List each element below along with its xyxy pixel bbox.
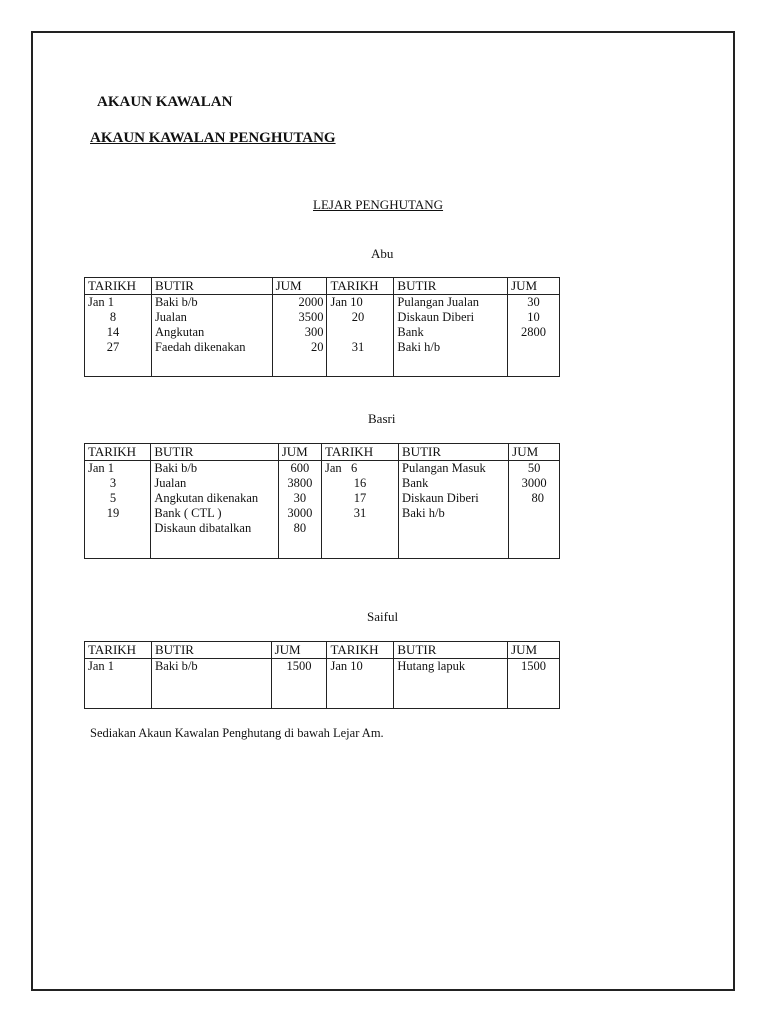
amount-text: 30 xyxy=(527,295,540,309)
table-row xyxy=(85,295,560,377)
debit-dates-cell xyxy=(85,659,152,709)
amount-text: 50 xyxy=(527,461,541,475)
account-name-abu: Abu xyxy=(371,246,394,261)
debit-amounts-cell xyxy=(278,461,321,559)
table-header-row xyxy=(85,278,560,295)
credit-dates-cell xyxy=(327,659,394,709)
table-header-row xyxy=(85,642,560,659)
item-text: Baki b/b xyxy=(154,659,198,673)
col-header-jum: JUM xyxy=(272,278,327,295)
date-text: Jan 6 xyxy=(325,461,358,475)
item-text: Angkutan dikenakan xyxy=(154,491,259,505)
amount-text: 30 xyxy=(293,491,307,505)
debit-amounts-cell xyxy=(272,295,327,377)
account-name-saiful: Saiful xyxy=(367,609,399,624)
date-text: 16 xyxy=(353,476,367,490)
col-header-butir: BUTIR xyxy=(151,444,278,461)
debit-items-cell xyxy=(151,659,271,709)
amount-text: 10 xyxy=(527,310,540,324)
item-text: Pulangan Jualan xyxy=(397,295,480,309)
amount-text: 3800 xyxy=(287,476,313,490)
col-header-tarikh: TARIKH xyxy=(85,444,151,461)
amount-text: 300 xyxy=(304,325,324,339)
item-text: Baki h/b xyxy=(402,506,445,520)
col-header-tarikh: TARIKH xyxy=(85,278,152,295)
col-header-tarikh: TARIKH xyxy=(85,642,152,659)
date-text xyxy=(330,325,385,340)
amount-text: 80 xyxy=(293,521,307,535)
date-text: Jan 1 xyxy=(88,295,115,309)
instruction-text: Sediakan Akaun Kawalan Penghutang di bawah Lejar Am. xyxy=(90,726,384,740)
col-header-jum: JUM xyxy=(508,278,560,295)
credit-amounts-cell xyxy=(509,461,560,559)
debit-items-cell xyxy=(151,461,278,559)
date-text: Jan 1 xyxy=(88,461,115,475)
date-text: Jan 1 xyxy=(88,659,115,673)
amount-text: 3500 xyxy=(298,310,324,324)
date-text: Jan 10 xyxy=(330,295,363,309)
credit-items-cell xyxy=(394,659,508,709)
date-text: 5 xyxy=(109,491,117,505)
col-header-butir: BUTIR xyxy=(151,642,271,659)
debit-dates-cell xyxy=(85,461,151,559)
amount-text: 80 xyxy=(531,491,544,505)
col-header-tarikh: TARIKH xyxy=(327,278,394,295)
ledger-table-basri xyxy=(84,443,560,559)
col-header-jum: JUM xyxy=(278,444,321,461)
debit-dates-cell xyxy=(85,295,152,377)
debit-items-cell xyxy=(151,295,272,377)
credit-dates-cell xyxy=(322,461,399,559)
item-text: Pulangan Masuk xyxy=(402,461,486,475)
date-text: Jan 10 xyxy=(330,659,363,673)
credit-items-cell xyxy=(394,295,508,377)
date-text: 8 xyxy=(109,310,117,324)
date-text: 19 xyxy=(106,506,120,520)
col-header-butir: BUTIR xyxy=(394,278,508,295)
item-text: Angkutan xyxy=(154,325,205,339)
credit-items-cell xyxy=(399,461,509,559)
amount-text: 2800 xyxy=(521,325,547,339)
table-header-row xyxy=(85,444,560,461)
item-text: Baki b/b xyxy=(154,295,198,309)
item-text: Bank ( CTL ) xyxy=(154,506,222,520)
ledger-table-abu xyxy=(84,277,560,377)
col-header-butir: BUTIR xyxy=(399,444,509,461)
amount-text: 3000 xyxy=(521,476,547,490)
item-text: Bank xyxy=(402,476,429,490)
credit-dates-cell xyxy=(327,295,394,377)
col-header-jum: JUM xyxy=(509,444,560,461)
amount-text: 600 xyxy=(290,461,310,475)
item-text: Jualan xyxy=(154,310,187,324)
item-text: Faedah dikenakan xyxy=(154,340,246,354)
table-row xyxy=(85,659,560,709)
date-text: 17 xyxy=(353,491,367,505)
amount-text: 3000 xyxy=(287,506,313,520)
amount-text: 20 xyxy=(310,340,324,354)
document-subheading: AKAUN KAWALAN PENGHUTANG xyxy=(90,130,336,146)
amount-text: 1500 xyxy=(521,659,547,673)
date-text: 3 xyxy=(109,476,117,490)
col-header-jum: JUM xyxy=(271,642,327,659)
col-header-butir: BUTIR xyxy=(151,278,272,295)
credit-amounts-cell xyxy=(508,659,560,709)
document-heading: AKAUN KAWALAN xyxy=(97,94,233,110)
ledger-table-saiful xyxy=(84,641,560,709)
item-text: Baki h/b xyxy=(397,340,441,354)
credit-amounts-cell xyxy=(508,295,560,377)
item-text: Diskaun Diberi xyxy=(402,491,479,505)
col-header-tarikh: TARIKH xyxy=(322,444,399,461)
date-text: 20 xyxy=(351,310,365,324)
ledger-title: LEJAR PENGHUTANG xyxy=(313,197,444,212)
date-text: 27 xyxy=(106,340,120,354)
date-text: 14 xyxy=(106,325,120,339)
item-text: Hutang lapuk xyxy=(397,659,466,673)
debit-amounts-cell xyxy=(271,659,327,709)
date-text: 31 xyxy=(351,340,365,354)
col-header-butir: BUTIR xyxy=(394,642,508,659)
item-text: Diskaun dibatalkan xyxy=(154,521,252,535)
item-text: Bank xyxy=(397,325,424,339)
amount-text: 1500 xyxy=(286,659,312,673)
item-text: Diskaun Diberi xyxy=(397,310,475,324)
col-header-tarikh: TARIKH xyxy=(327,642,394,659)
account-name-basri: Basri xyxy=(368,411,396,426)
amount-text: 2000 xyxy=(298,295,324,309)
item-text: Baki b/b xyxy=(154,461,198,475)
table-row xyxy=(85,461,560,559)
col-header-jum: JUM xyxy=(508,642,560,659)
item-text: Jualan xyxy=(154,476,187,490)
date-text: 31 xyxy=(353,506,367,520)
